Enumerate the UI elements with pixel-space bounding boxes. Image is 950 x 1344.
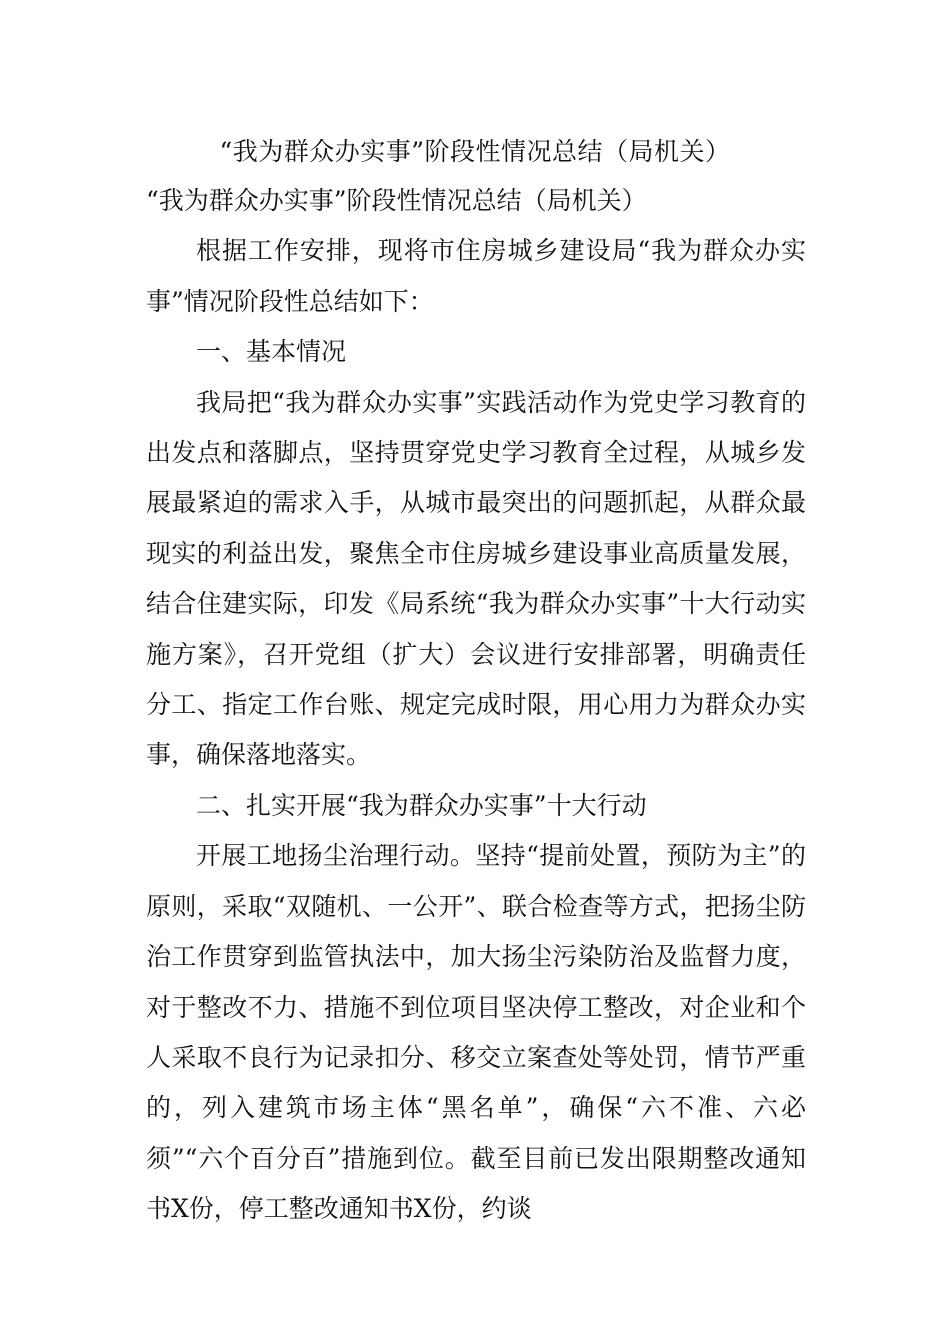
paragraph-intro: 根据工作安排，现将市住房城乡建设局“我为群众办实事”情况阶段性总结如下：	[146, 236, 806, 316]
section-heading-2: 二、扎实开展“我为群众办实事”十大行动	[196, 790, 647, 820]
document-title: “我为群众办实事”阶段性情况总结（局机关）	[219, 137, 731, 166]
section-heading-1: 一、基本情况	[196, 337, 347, 367]
paragraph-basic-situation: 我局把“我为群众办实事”实践活动作为党史学习教育的出发点和落脚点，坚持贯穿党史学习教育全过程，从城乡发展最紧迫的需求入手，从城市最突出的问题抓起，从群众最现实的利益出发，聚焦全市住房城乡建设事业高质量发展，结合住建实际，印发《局系统“我为群众办实事”十大行动实施方案》，召开党组（扩大）会议进行安排部署，明确责任分工、指定工作台账、规定完成时限，用心用力为群众办实事，确保落地落实。	[146, 387, 806, 770]
paragraph-dust-control: 开展工地扬尘治理行动。坚持“提前处置，预防为主”的原则，采取“双随机、一公开”、联合检查等方式，把扬尘防治工作贯穿到监管执法中，加大扬尘污染防治及监督力度，对于整改不力、措施不到位项目坚决停工整改，对企业和个人采取不良行为记录扣分、移交立案查处等处罚，情节严重的，列入建筑市场主体“黑名单”，确保“六不准、六必须”“六个百分百”措施到位。截至目前已发出限期整改通知书X份，停工整改通知书X份，约谈	[146, 841, 806, 1224]
document-subtitle: “我为群众办实事”阶段性情况总结（局机关）	[146, 186, 647, 215]
document-body	[146, 176, 806, 1235]
